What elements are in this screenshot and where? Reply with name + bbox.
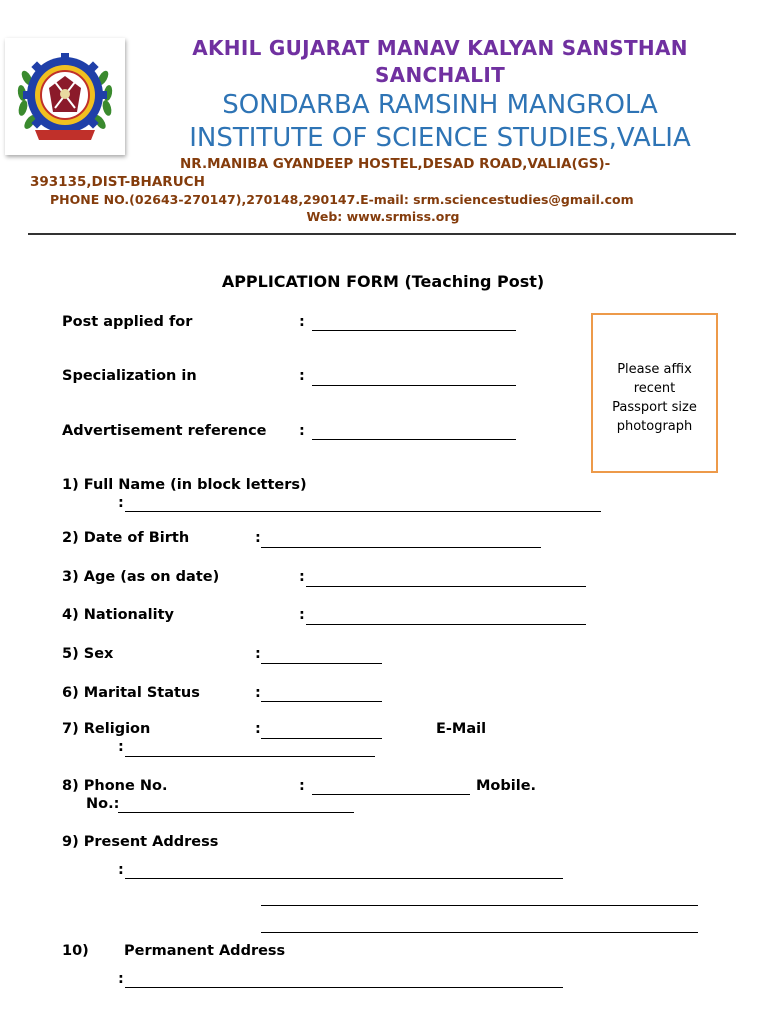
colon: : (255, 646, 261, 662)
present-address-field-2[interactable] (261, 905, 698, 906)
religion-label: 7) Religion (62, 721, 151, 737)
colon: : (299, 368, 305, 384)
address-line-1: NR.MANIBA GYANDEEP HOSTEL,DESAD ROAD,VALIA(GS)- (180, 156, 611, 172)
header-line-1: AKHIL GUJARAT MANAV KALYAN SANSTHAN (192, 36, 688, 60)
dob-label: 2) Date of Birth (62, 530, 190, 546)
colon: : (299, 569, 305, 585)
institute-name-2: INSTITUTE OF SCIENCE STUDIES,VALIA (189, 123, 691, 153)
phone-email-line: PHONE NO.(02643-270147),270148,290147.E-mail: srm.sciencestudies@gmail.com (50, 192, 634, 207)
colon: : (255, 685, 261, 701)
marital-field[interactable] (261, 701, 382, 702)
full-name-field[interactable] (125, 511, 601, 512)
advertisement-field[interactable] (312, 439, 516, 440)
colon: : (118, 495, 124, 511)
colon: : (118, 971, 124, 987)
present-address-field-3[interactable] (261, 932, 698, 933)
colon: : (118, 862, 124, 878)
address-line-2: 393135,DIST-BHARUCH (30, 174, 205, 190)
post-applied-label: Post applied for (62, 314, 193, 330)
advertisement-label: Advertisement reference (62, 423, 267, 439)
permanent-address-field-1[interactable] (125, 987, 563, 988)
specialization-field[interactable] (312, 385, 516, 386)
permanent-address-label: Permanent Address (124, 943, 286, 959)
age-label: 3) Age (as on date) (62, 569, 220, 585)
sex-field[interactable] (261, 663, 382, 664)
colon: : (118, 739, 124, 755)
present-address-field-1[interactable] (125, 878, 563, 879)
permanent-address-number: 10) (62, 943, 89, 959)
specialization-label: Specialization in (62, 368, 197, 384)
post-applied-field[interactable] (312, 330, 516, 331)
mobile-no-label: No.: (86, 796, 120, 812)
sex-label: 5) Sex (62, 646, 114, 662)
nationality-label: 4) Nationality (62, 607, 174, 623)
form-title: APPLICATION FORM (Teaching Post) (221, 272, 545, 291)
present-address-label: 9) Present Address (62, 834, 219, 850)
website-line: Web: www.srmiss.org (306, 209, 460, 224)
institute-logo (5, 38, 125, 155)
institute-name-1: SONDARBA RAMSINH MANGROLA (222, 90, 658, 120)
full-name-label: 1) Full Name (in block letters) (62, 477, 307, 493)
age-field[interactable] (306, 586, 586, 587)
colon: : (255, 721, 261, 737)
colon: : (299, 314, 305, 330)
mobile-field[interactable] (118, 812, 354, 813)
email-field[interactable] (125, 756, 375, 757)
religion-field[interactable] (261, 738, 382, 739)
nationality-field[interactable] (306, 624, 586, 625)
colon: : (299, 423, 305, 439)
header-divider (28, 233, 736, 235)
photo-note: Please affix recent Passport size photograph (612, 362, 697, 434)
email-label: E-Mail (436, 721, 487, 737)
marital-label: 6) Marital Status (62, 685, 200, 701)
header-line-2: SANCHALIT (374, 63, 506, 87)
phone-field[interactable] (312, 794, 470, 795)
colon: : (299, 607, 305, 623)
photo-box[interactable] (591, 313, 718, 473)
colon: : (255, 530, 261, 546)
institute-seal-icon (5, 38, 125, 155)
colon: : (299, 778, 305, 794)
dob-field[interactable] (261, 547, 541, 548)
phone-label: 8) Phone No. (62, 778, 168, 794)
mobile-label: Mobile. (476, 778, 537, 794)
